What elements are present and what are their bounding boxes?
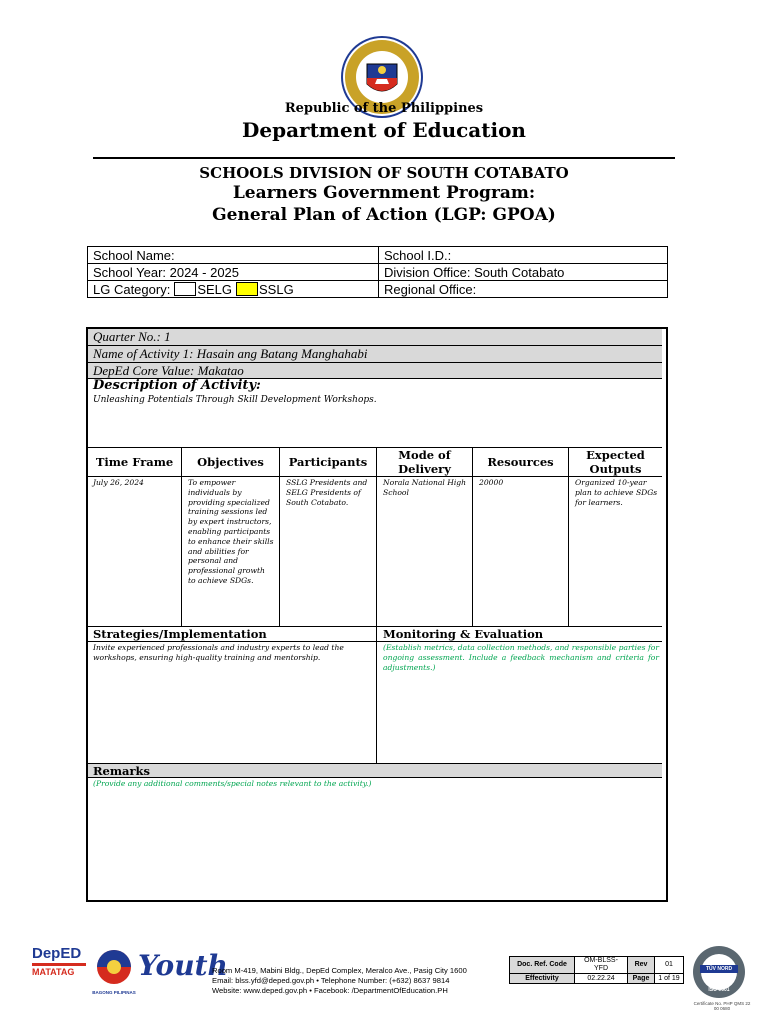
monitoring-label: Monitoring & Evaluation [383, 627, 544, 641]
rev-value: 01 [655, 957, 684, 974]
lg-category-label: LG Category: [93, 281, 171, 297]
footer-website: Website: www.deped.gov.ph • Facebook: /DepartmentOfEducation.PH [212, 986, 448, 995]
school-id-field[interactable]: School I.D.: [379, 247, 668, 264]
core-value-row: DepEd Core Value: Makatao [88, 363, 662, 379]
col-header-objectives: Objectives [197, 455, 264, 469]
deped-matatag-logo [32, 945, 86, 995]
cell-objectives: To empower individuals by providing specialized training sessions led by expert instructors, enabling participants to enhance their skills and abilities for personal and professional growth to achieve SDGs. [188, 478, 274, 585]
footer-address: Room M-419, Mabini Bldg., DepEd Complex, Meralco Ave., Pasig City 1600 [212, 966, 467, 975]
strategies-header-line [88, 641, 662, 642]
iso-text: ISO 9001 [708, 987, 730, 993]
monitoring-text: (Establish metrics, data collection methods, and responsible parties for ongoing assessment. Include a feedback mechanism and criteria for adjustments.) [383, 643, 659, 672]
bagong-pilipinas-text: BAGONG PILIPINAS [92, 990, 136, 995]
cell-resources: 20000 [479, 478, 504, 487]
description-label: Description of Activity: [93, 378, 261, 393]
selg-checkbox[interactable] [174, 282, 196, 296]
activity-name-row: Name of Activity 1: Hasain ang Batang Manghahabi [88, 346, 662, 363]
cell-mode: Norala National High School [383, 478, 467, 497]
matatag-logo-text: MATATAG [32, 967, 75, 977]
deped-logo-text: DepED [32, 945, 82, 962]
sslg-checkbox[interactable] [236, 282, 258, 296]
quarter-row: Quarter No.: 1 [88, 329, 662, 346]
program-title: Learners Government Program: [232, 183, 536, 203]
rev-label: Rev [628, 957, 655, 974]
youth-logo-text: Youth [138, 949, 228, 982]
selg-option-label: SELG [197, 281, 233, 297]
strategies-label: Strategies/Implementation [93, 627, 267, 641]
page-value: 1 of 19 [655, 974, 684, 984]
col-header-time-frame: Time Frame [95, 455, 174, 469]
cell-outputs: Organized 10-year plan to achieve SDGs for learners. [575, 478, 658, 507]
col-header-outputs: Expected Outputs [586, 448, 645, 476]
department-heading: Department of Education [242, 118, 526, 142]
description-text: Unleashing Potentials Through Skill Development Workshops. [93, 395, 377, 405]
division-title: SCHOOLS DIVISION OF SOUTH COTABATO [199, 164, 569, 182]
page-label: Page [628, 974, 655, 984]
deped-logo-stripe [32, 963, 86, 966]
table-header-line [88, 476, 662, 477]
effectivity-value: 02.22.24 [575, 974, 628, 984]
regional-office-field[interactable]: Regional Office: [379, 281, 668, 298]
cell-participants: SSLG Presidents and SELG Presidents of South Cotabato. [286, 478, 368, 507]
doc-control-table [509, 956, 684, 984]
tuv-iso-logo [692, 945, 746, 999]
doc-ref-value: OM-BLSS-YFD [575, 957, 628, 974]
col-header-mode: Mode of Delivery [398, 448, 451, 476]
division-office-field[interactable]: Division Office: South Cotabato [379, 264, 668, 281]
certificate-number: Certificate No. PHP QMS 22 00 0680 [693, 1001, 751, 1011]
col-divider-3 [376, 447, 377, 763]
col-header-participants: Participants [288, 455, 368, 469]
remarks-label: Remarks [88, 763, 662, 778]
doc-ref-label: Doc. Ref. Code [510, 957, 575, 974]
cell-time-frame: July 26, 2024 [93, 478, 144, 487]
header-divider [93, 157, 675, 159]
plan-title: General Plan of Action (LGP: GPOA) [212, 205, 556, 225]
youth-logo [138, 946, 228, 994]
strategies-text: Invite experienced professionals and industry experts to lead the workshops, ensuring high-quality training and mentorship. [93, 643, 344, 662]
school-info-table [87, 246, 668, 298]
lg-category-field [88, 281, 379, 298]
school-name-field[interactable]: School Name: [88, 247, 379, 264]
col-header-resources: Resources [487, 455, 554, 469]
activity-form-frame [86, 327, 668, 902]
tuv-brand-text: TÜV NORD [705, 966, 733, 972]
republic-heading: Republic of the Philippines [284, 101, 484, 116]
remarks-text: (Provide any additional comments/special notes relevant to the activity.) [93, 779, 372, 788]
effectivity-label: Effectivity [510, 974, 575, 984]
school-year-field[interactable]: School Year: 2024 - 2025 [88, 264, 379, 281]
footer-contact: Email: blss.yfd@deped.gov.ph • Telephone Number: (+632) 8637 9814 [212, 976, 450, 985]
sslg-option-label: SSLG [259, 281, 294, 297]
bagong-pilipinas-logo [92, 948, 136, 998]
